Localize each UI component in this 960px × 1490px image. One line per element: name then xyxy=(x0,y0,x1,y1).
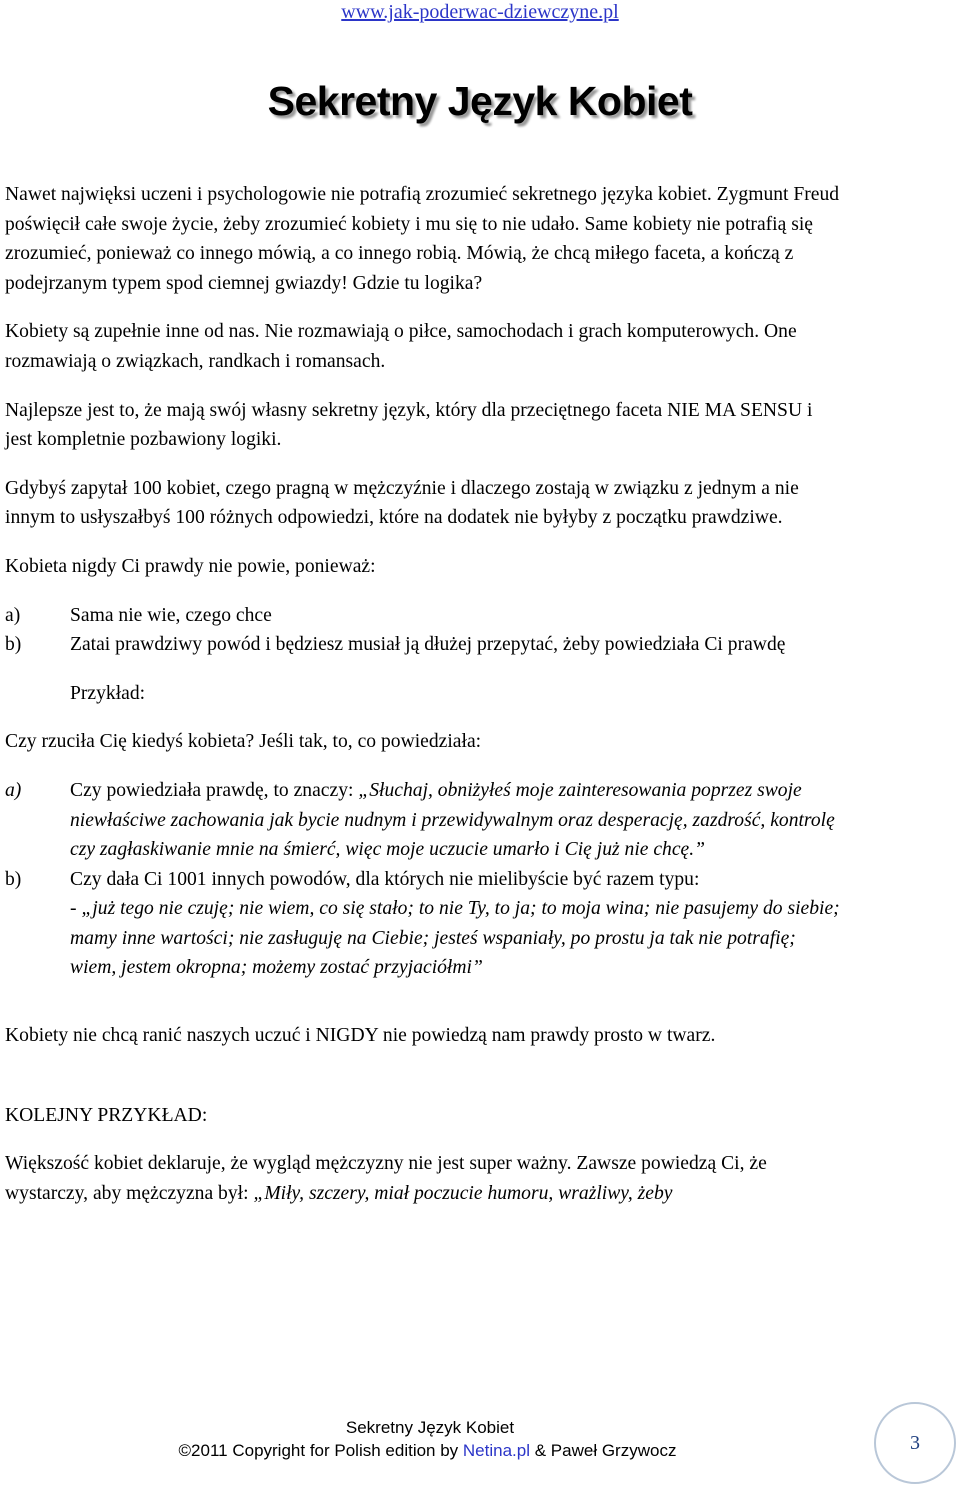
list-item-text: Zatai prawdziwy powód i będziesz musiał ją dłużej przepytać, żeby powiedziała Ci prawdę xyxy=(70,634,786,656)
list-marker: b) xyxy=(5,634,22,656)
footer-title: Sekretny Język Kobiet xyxy=(345,1418,515,1437)
paragraph-dumped-question: Czy rzuciła Cię kiedyś kobieta? Jeśli tak, to, co powiedziała: xyxy=(5,731,482,753)
quote-text: „Miły, szczery, miał poczucie humoru, wrażliwy, żeby xyxy=(253,1182,673,1204)
paragraph-never-hurt: Kobiety nie chcą ranić naszych uczuć i NIGDY nie powiedzą nam prawdy prosto w twarz. xyxy=(5,1025,716,1047)
list-item-text xyxy=(70,865,840,983)
list-item-lead: Czy powiedziała prawdę, to znaczy: xyxy=(70,779,359,801)
list-marker: a) xyxy=(5,779,22,801)
list-item xyxy=(5,776,840,865)
page-number: 3 xyxy=(874,1402,956,1484)
list-item xyxy=(5,601,840,631)
reasons-list xyxy=(5,601,840,660)
quote-text: „już tego nie czuję; nie wiem, co się stało; to nie Ty, to ja; to moja wina; nie pasujemy do siebie; mamy inne wartości; nie zasługuję na Ciebie; jesteś wspaniały, po prostu ja tak nie potrafię; wiem, jestem okropna; możemy zostać przyjaciółmi” xyxy=(70,898,840,979)
dash: - xyxy=(70,898,82,920)
paragraph-100-women: Gdybyś zapytał 100 kobiet, czego pragną w mężczyźnie i dlaczego zostają w związku z jednym a nie innym to usłyszałbyś 100 różnych odpowiedzi, które na dodatek nie byłyby z początku prawdziwe. xyxy=(5,477,799,529)
example-label: Przykład: xyxy=(70,682,146,704)
list-item-text: Sama nie wie, czego chce xyxy=(70,604,272,626)
paragraph-secret-language: Najlepsze jest to, że mają swój własny sekretny język, który dla przeciętnego faceta NIE MA SENSU i jest kompletnie pozbawiony logiki. xyxy=(5,399,813,451)
footer-copyright xyxy=(0,1441,855,1461)
site-link[interactable]: www.jak-poderwac-dziewczyne.pl xyxy=(341,1,619,23)
list-item xyxy=(5,630,840,660)
list-item-lead: Czy dała Ci 1001 innych powodów, dla których nie mielibyście być razem typu: xyxy=(70,868,700,890)
document-body xyxy=(5,180,840,1227)
paragraph-lead: Większość kobiet deklaruje, że wygląd mężczyzny nie jest super ważny. Zawsze powiedzą Ci, że wystarczy, aby mężczyzna był: xyxy=(5,1153,767,1204)
list-marker: b) xyxy=(5,868,22,890)
paragraph-never-truth: Kobieta nigdy Ci prawdy nie powie, ponieważ: xyxy=(5,555,376,577)
page-title: Sekretny Język Kobiet xyxy=(267,78,693,124)
copyright-prefix: ©2011 Copyright for Polish edition by xyxy=(178,1441,463,1460)
list-marker: a) xyxy=(5,604,21,626)
quote-text: „Słuchaj, obniżyłeś moje zainteresowania poprzez swoje niewłaściwe zachowania jak bycie nudnym i przewidywalnym oraz desperację, zazdrość, kontrolę czy zagłaskiwanie mnie na śmierć, więc moje uczucie umarło i Cię już nie chcę.” xyxy=(70,779,835,861)
netina-link[interactable]: Netina.pl xyxy=(462,1441,531,1460)
breakup-reasons-list xyxy=(5,776,840,983)
paragraph-differences: Kobiety są zupełnie inne od nas. Nie rozmawiają o piłce, samochodach i grach komputerowych. One rozmawiają o związkach, randkach i romansach. xyxy=(5,321,797,372)
next-example-heading: KOLEJNY PRZYKŁAD: xyxy=(5,1104,208,1126)
copyright-suffix: & Paweł Grzywocz xyxy=(530,1441,677,1460)
list-item-text xyxy=(70,776,840,865)
paragraph-appearance xyxy=(5,1149,840,1208)
list-item xyxy=(5,865,840,983)
intro-paragraph: Nawet najwięksi uczeni i psychologowie nie potrafią zrozumieć sekretnego języka kobiet. Zygmunt Freud poświęcił całe swoje życie, żeby zrozumieć kobiety i mu się to nie udało. Same kobiety nie potrafią się zrozumieć, ponieważ co innego mówią, a co innego robią. Mówią, że chcą miłego faceta, a kończą z podejrzanym typem spod ciemnej gwiazdy! Gdzie tu logika? xyxy=(5,184,840,294)
